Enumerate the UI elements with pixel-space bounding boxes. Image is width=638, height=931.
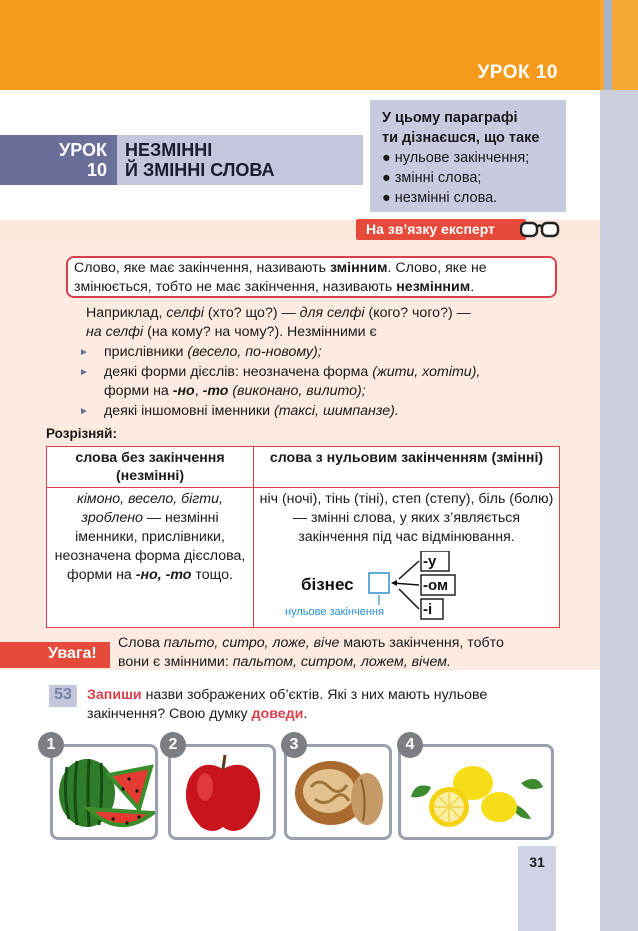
def-text: Слово, яке має закінчення, називають <box>74 260 330 276</box>
table-header: слова з нульовим закінченням (змінні) <box>254 447 560 488</box>
cell-suffix: -но, -то <box>135 567 192 583</box>
bullet-suffix: -но <box>172 383 195 399</box>
exercise-keyword: Запиши <box>87 687 142 703</box>
expert-bar: На зв’язку експерт <box>356 219 526 240</box>
running-header-lesson: УРОК 10 <box>477 62 558 83</box>
zero-ending-box <box>369 573 389 593</box>
comparison-table <box>46 446 560 628</box>
exercise-plain: . <box>303 706 308 722</box>
bullet-text: деякі форми дієслів: неозначена форма <box>104 364 373 380</box>
def-term-unchangeable: незмінним <box>396 279 471 295</box>
note-plain: Слова <box>118 635 164 651</box>
ex-italic: на селфі <box>86 324 144 340</box>
note-label: Увага! <box>40 642 110 668</box>
right-margin-strip <box>600 0 638 931</box>
learn-head2: ти дізнаєшся, що таке <box>382 130 540 146</box>
lesson-number-box <box>0 135 117 185</box>
table-cell-unchangeable <box>47 488 254 628</box>
ex-italic: для селфі <box>299 305 365 321</box>
bullet-text: деякі іншомовні іменники <box>104 403 274 419</box>
ending-label: -ом <box>422 577 448 594</box>
picture-card <box>284 744 392 840</box>
bullet-item <box>104 402 399 421</box>
bullet-text: прислівники <box>104 344 188 360</box>
exercise-text <box>87 686 527 724</box>
arrow-head-icon <box>391 580 397 586</box>
example-paragraph-2 <box>86 323 556 342</box>
arrow-icon <box>399 589 419 609</box>
note-italic: пальто, ситро, ложе, віче <box>163 635 340 651</box>
right-strip-bar <box>604 0 612 90</box>
lesson-title <box>117 135 363 185</box>
ending-label: -і <box>422 601 432 618</box>
bullet-italic: (виконано, вилито); <box>228 383 366 399</box>
cell-text: — незмінні іменники, прислівники, неозначена форма дієслова, форми на <box>54 510 246 583</box>
card-number-badge: 2 <box>160 732 186 758</box>
bullet-suffix: -то <box>202 383 229 399</box>
card-number-badge: 1 <box>38 732 64 758</box>
diagram-word: бізнес <box>300 575 354 594</box>
card-number-badge: 3 <box>281 732 307 758</box>
exercise-keyword: доведи <box>251 706 304 722</box>
exercise-plain: назви зображених об’єктів. Які з них мають нульове закінчення? Свою думку <box>87 687 488 722</box>
watermelon-icon <box>53 747 155 837</box>
note-italic: пальтом, ситром, ложем, вічем. <box>232 654 451 670</box>
bullet-item-cont <box>104 382 366 401</box>
learn-item: ● змінні слова; <box>382 170 482 186</box>
ending-label: -у <box>422 553 436 570</box>
def-text: . Слово, яке не змінюється, тобто не має закінчення, називають <box>74 260 487 295</box>
cell-text: ніч (ночі), тінь (тіні), степ (степу), біль (болю) — змінні слова, у яких з’являється закінчення під час відмінювання. <box>259 491 554 545</box>
example-paragraph <box>86 304 556 323</box>
diagram-caption: нульове закінчення <box>284 606 384 618</box>
distinguish-label: Розрізняй: <box>46 426 117 441</box>
table-cell-changeable <box>254 488 560 628</box>
lesson-title-line1: НЕЗМІННІ <box>125 140 213 160</box>
note-plain: мають закінчення, тобто вони є змінними: <box>118 635 504 670</box>
def-text: . <box>470 279 475 295</box>
note-line <box>0 642 40 668</box>
definition-box <box>66 256 557 298</box>
note-text <box>118 634 538 672</box>
lesson-title-line2: Й ЗМІННІ СЛОВА <box>125 160 275 180</box>
exercise-number: 53 <box>49 685 77 707</box>
bullet-triangle-icon: ► <box>79 406 89 417</box>
ex-text: (кого? чого?) — <box>364 305 471 321</box>
def-term-changeable: змінним <box>329 260 388 276</box>
apple-icon <box>171 747 273 837</box>
bullet-triangle-icon: ► <box>79 367 89 378</box>
bullet-italic: (весело, по-новому); <box>187 344 322 360</box>
bullet-italic: (таксі, шимпанзе). <box>274 403 399 419</box>
lemon-icon <box>401 747 551 837</box>
glasses-icon <box>520 218 560 240</box>
bullet-item <box>104 363 480 382</box>
page-number: 31 <box>529 854 545 870</box>
bullet-triangle-icon: ► <box>79 347 89 358</box>
cell-italic: кімоно, весело, бігти, зроблено <box>77 491 223 526</box>
arrow-icon <box>399 561 419 579</box>
picture-card <box>398 744 554 840</box>
bullet-italic: (жити, хотіти), <box>372 364 481 380</box>
picture-card <box>50 744 158 840</box>
learn-item: ● незмінні слова. <box>382 190 498 206</box>
bullet-item <box>104 343 322 362</box>
bullet-text: , <box>194 383 203 399</box>
table-header: слова без закінчення (незмінні) <box>47 447 254 488</box>
learn-item: ● нульове закінчення; <box>382 150 530 166</box>
picture-card <box>168 744 276 840</box>
lesson-number: 10 <box>86 160 107 180</box>
learn-head1: У цьому параграфі <box>382 110 518 126</box>
card-number-badge: 4 <box>397 732 423 758</box>
learn-box <box>370 100 566 212</box>
ex-text: Наприклад, <box>86 305 167 321</box>
bullet-text: форми на <box>104 383 173 399</box>
lesson-word: УРОК <box>59 140 107 160</box>
walnut-icon <box>287 747 389 837</box>
ex-text: (на кому? на чому?). Незмінними є <box>143 324 377 340</box>
cell-text: тощо. <box>191 567 233 583</box>
ex-text: (хто? що?) — <box>203 305 300 321</box>
ex-italic: селфі <box>166 305 204 321</box>
zero-ending-diagram <box>271 551 551 621</box>
